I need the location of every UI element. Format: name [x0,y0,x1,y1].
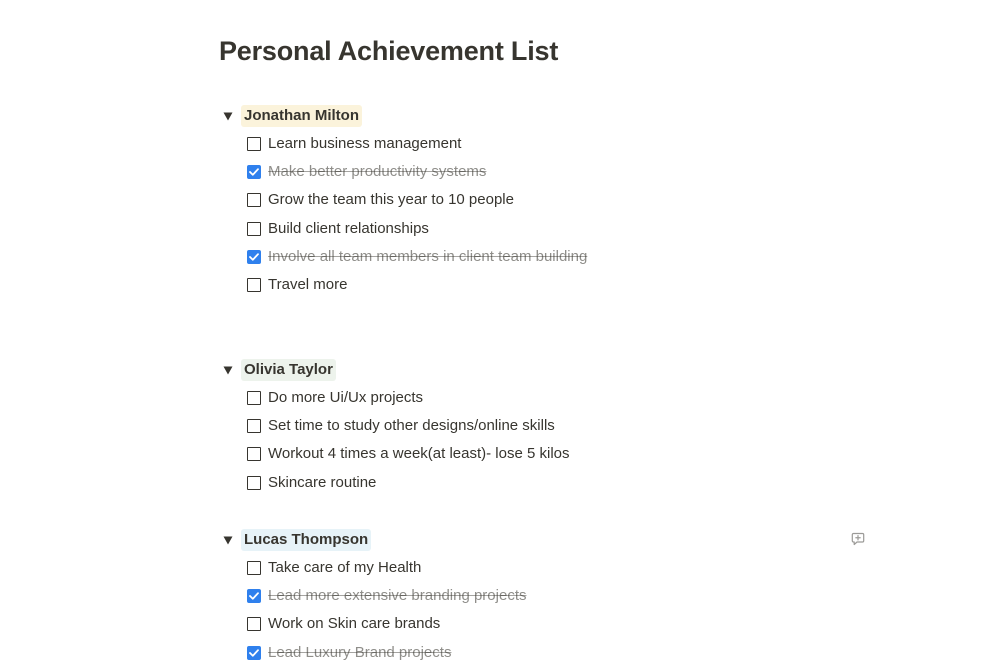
checkbox-checked[interactable] [247,589,261,603]
triangle-down-icon[interactable] [219,361,237,379]
todo-list [219,554,879,667]
todo-item [219,271,879,299]
comment-add-icon[interactable] [851,532,865,546]
toggle-header [219,526,879,554]
todo-text[interactable]: Lead Luxury Brand projects [268,643,452,661]
checkbox[interactable] [247,419,261,433]
checkbox[interactable] [247,617,261,631]
toggle-header [219,102,879,130]
todo-item [219,130,879,158]
checkbox[interactable] [247,476,261,490]
todo-item [219,554,879,582]
todo-text[interactable]: Lead more extensive branding projects [268,587,527,605]
todo-text[interactable]: Make better productivity systems [268,163,487,181]
todo-item [219,158,879,186]
toggle-section-lucas [219,526,879,667]
todo-item [219,186,879,214]
checkmark-icon [249,168,259,176]
checkbox[interactable] [247,222,261,236]
todo-list [219,384,879,497]
todo-item [219,412,879,440]
checkbox[interactable] [247,278,261,292]
todo-item [219,243,879,271]
person-name[interactable]: Jonathan Milton [241,105,362,127]
todo-text[interactable]: Work on Skin care brands [268,615,441,633]
todo-item [219,582,879,610]
checkbox-checked[interactable] [247,250,261,264]
todo-text[interactable]: Take care of my Health [268,559,422,577]
todo-text[interactable]: Learn business management [268,135,462,153]
todo-item [219,639,879,667]
checkbox-checked[interactable] [247,646,261,660]
todo-text[interactable]: Workout 4 times a week(at least)- lose 5 kilos [268,445,570,463]
toggle-header [219,356,879,384]
checkmark-icon [249,253,259,261]
checkbox[interactable] [247,137,261,151]
todo-text[interactable]: Travel more [268,276,348,294]
todo-text[interactable]: Set time to study other designs/online skills [268,417,555,435]
checkbox[interactable] [247,447,261,461]
checkbox[interactable] [247,193,261,207]
checkbox[interactable] [247,561,261,575]
todo-text[interactable]: Build client relationships [268,219,429,237]
toggle-section-jonathan [219,102,879,299]
todo-text[interactable]: Skincare routine [268,473,377,491]
person-name[interactable]: Olivia Taylor [241,359,336,381]
todo-item [219,440,879,468]
checkbox[interactable] [247,391,261,405]
todo-text[interactable]: Involve all team members in client team building [268,247,588,265]
checkmark-icon [249,592,259,600]
checkbox-checked[interactable] [247,165,261,179]
triangle-down-icon[interactable] [219,107,237,125]
todo-list [219,130,879,299]
todo-text[interactable]: Do more Ui/Ux projects [268,389,424,407]
checkmark-icon [249,649,259,657]
page-title: Personal Achievement List [219,36,559,66]
triangle-down-icon[interactable] [219,531,237,549]
todo-item [219,469,879,497]
todo-text[interactable]: Grow the team this year to 10 people [268,191,514,209]
todo-item [219,215,879,243]
todo-item [219,610,879,638]
toggle-section-olivia [219,356,879,497]
person-name[interactable]: Lucas Thompson [241,529,371,551]
todo-item [219,384,879,412]
